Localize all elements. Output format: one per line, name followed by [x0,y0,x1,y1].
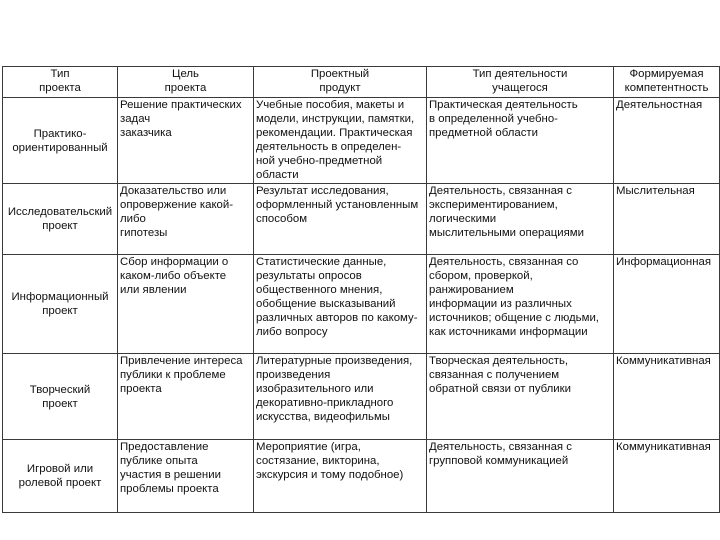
cell-competence: Коммуникативная [614,440,720,513]
cell-competence: Информационная [614,255,720,354]
cell-project-product: Мероприятие (игра, состязание, викторина, экскурсия и тому подобное) [254,440,427,513]
cell-student-activity: Практическая деятельность в определенной учебно- предметной области [427,98,614,184]
cell-project-product: Статистические данные, результаты опросов общественного мнения, обобщение высказываний различных авторов по какому- либо вопросу [254,255,427,354]
cell-competence: Деятельностная [614,98,720,184]
table-row [3,440,720,513]
cell-project-type: Практико- ориентированный [3,98,118,184]
cell-project-goal: Привлечение интереса публики к проблеме проекта [118,354,254,440]
cell-project-goal: Доказательство или опровержение какой- либо гипотезы [118,184,254,255]
header-goal: Цель проекта [118,67,254,98]
cell-project-product: Литературные произведения, произведения изобразительного или декоративно-прикладного искусства, видеофильмы [254,354,427,440]
table-row [3,184,720,255]
cell-project-goal: Предоставление публике опыта участия в решении проблемы проекта [118,440,254,513]
project-types-table [2,66,720,513]
cell-project-type: Исследовательский проект [3,184,118,255]
cell-competence: Мыслительная [614,184,720,255]
cell-student-activity: Деятельность, связанная со сбором, проверкой, ранжированием информации из различных источников; общение с людьми, как источниками информации [427,255,614,354]
cell-project-goal: Решение практических задач заказчика [118,98,254,184]
table-row [3,354,720,440]
cell-project-type: Игровой или ролевой проект [3,440,118,513]
cell-student-activity: Творческая деятельность, связанная с получением обратной связи от публики [427,354,614,440]
cell-project-goal: Сбор информации о каком-либо объекте или явлении [118,255,254,354]
cell-project-product: Результат исследования, оформленный установленным способом [254,184,427,255]
cell-project-type: Творческий проект [3,354,118,440]
cell-project-type: Информационный проект [3,255,118,354]
table-row [3,255,720,354]
table-row [3,98,720,184]
header-product: Проектный продукт [254,67,427,98]
cell-student-activity: Деятельность, связанная с экспериментированием, логическими мыслительными операциями [427,184,614,255]
cell-project-product: Учебные пособия, макеты и модели, инструкции, памятки, рекомендации. Практическая деятельность в определен- ной учебно-предметной области [254,98,427,184]
header-competence: Формируемая компетентность [614,67,720,98]
cell-competence: Коммуникативная [614,354,720,440]
header-activity: Тип деятельности учащегося [427,67,614,98]
header-row [3,67,720,98]
header-type: Тип проекта [3,67,118,98]
cell-student-activity: Деятельность, связанная с групповой коммуникацией [427,440,614,513]
